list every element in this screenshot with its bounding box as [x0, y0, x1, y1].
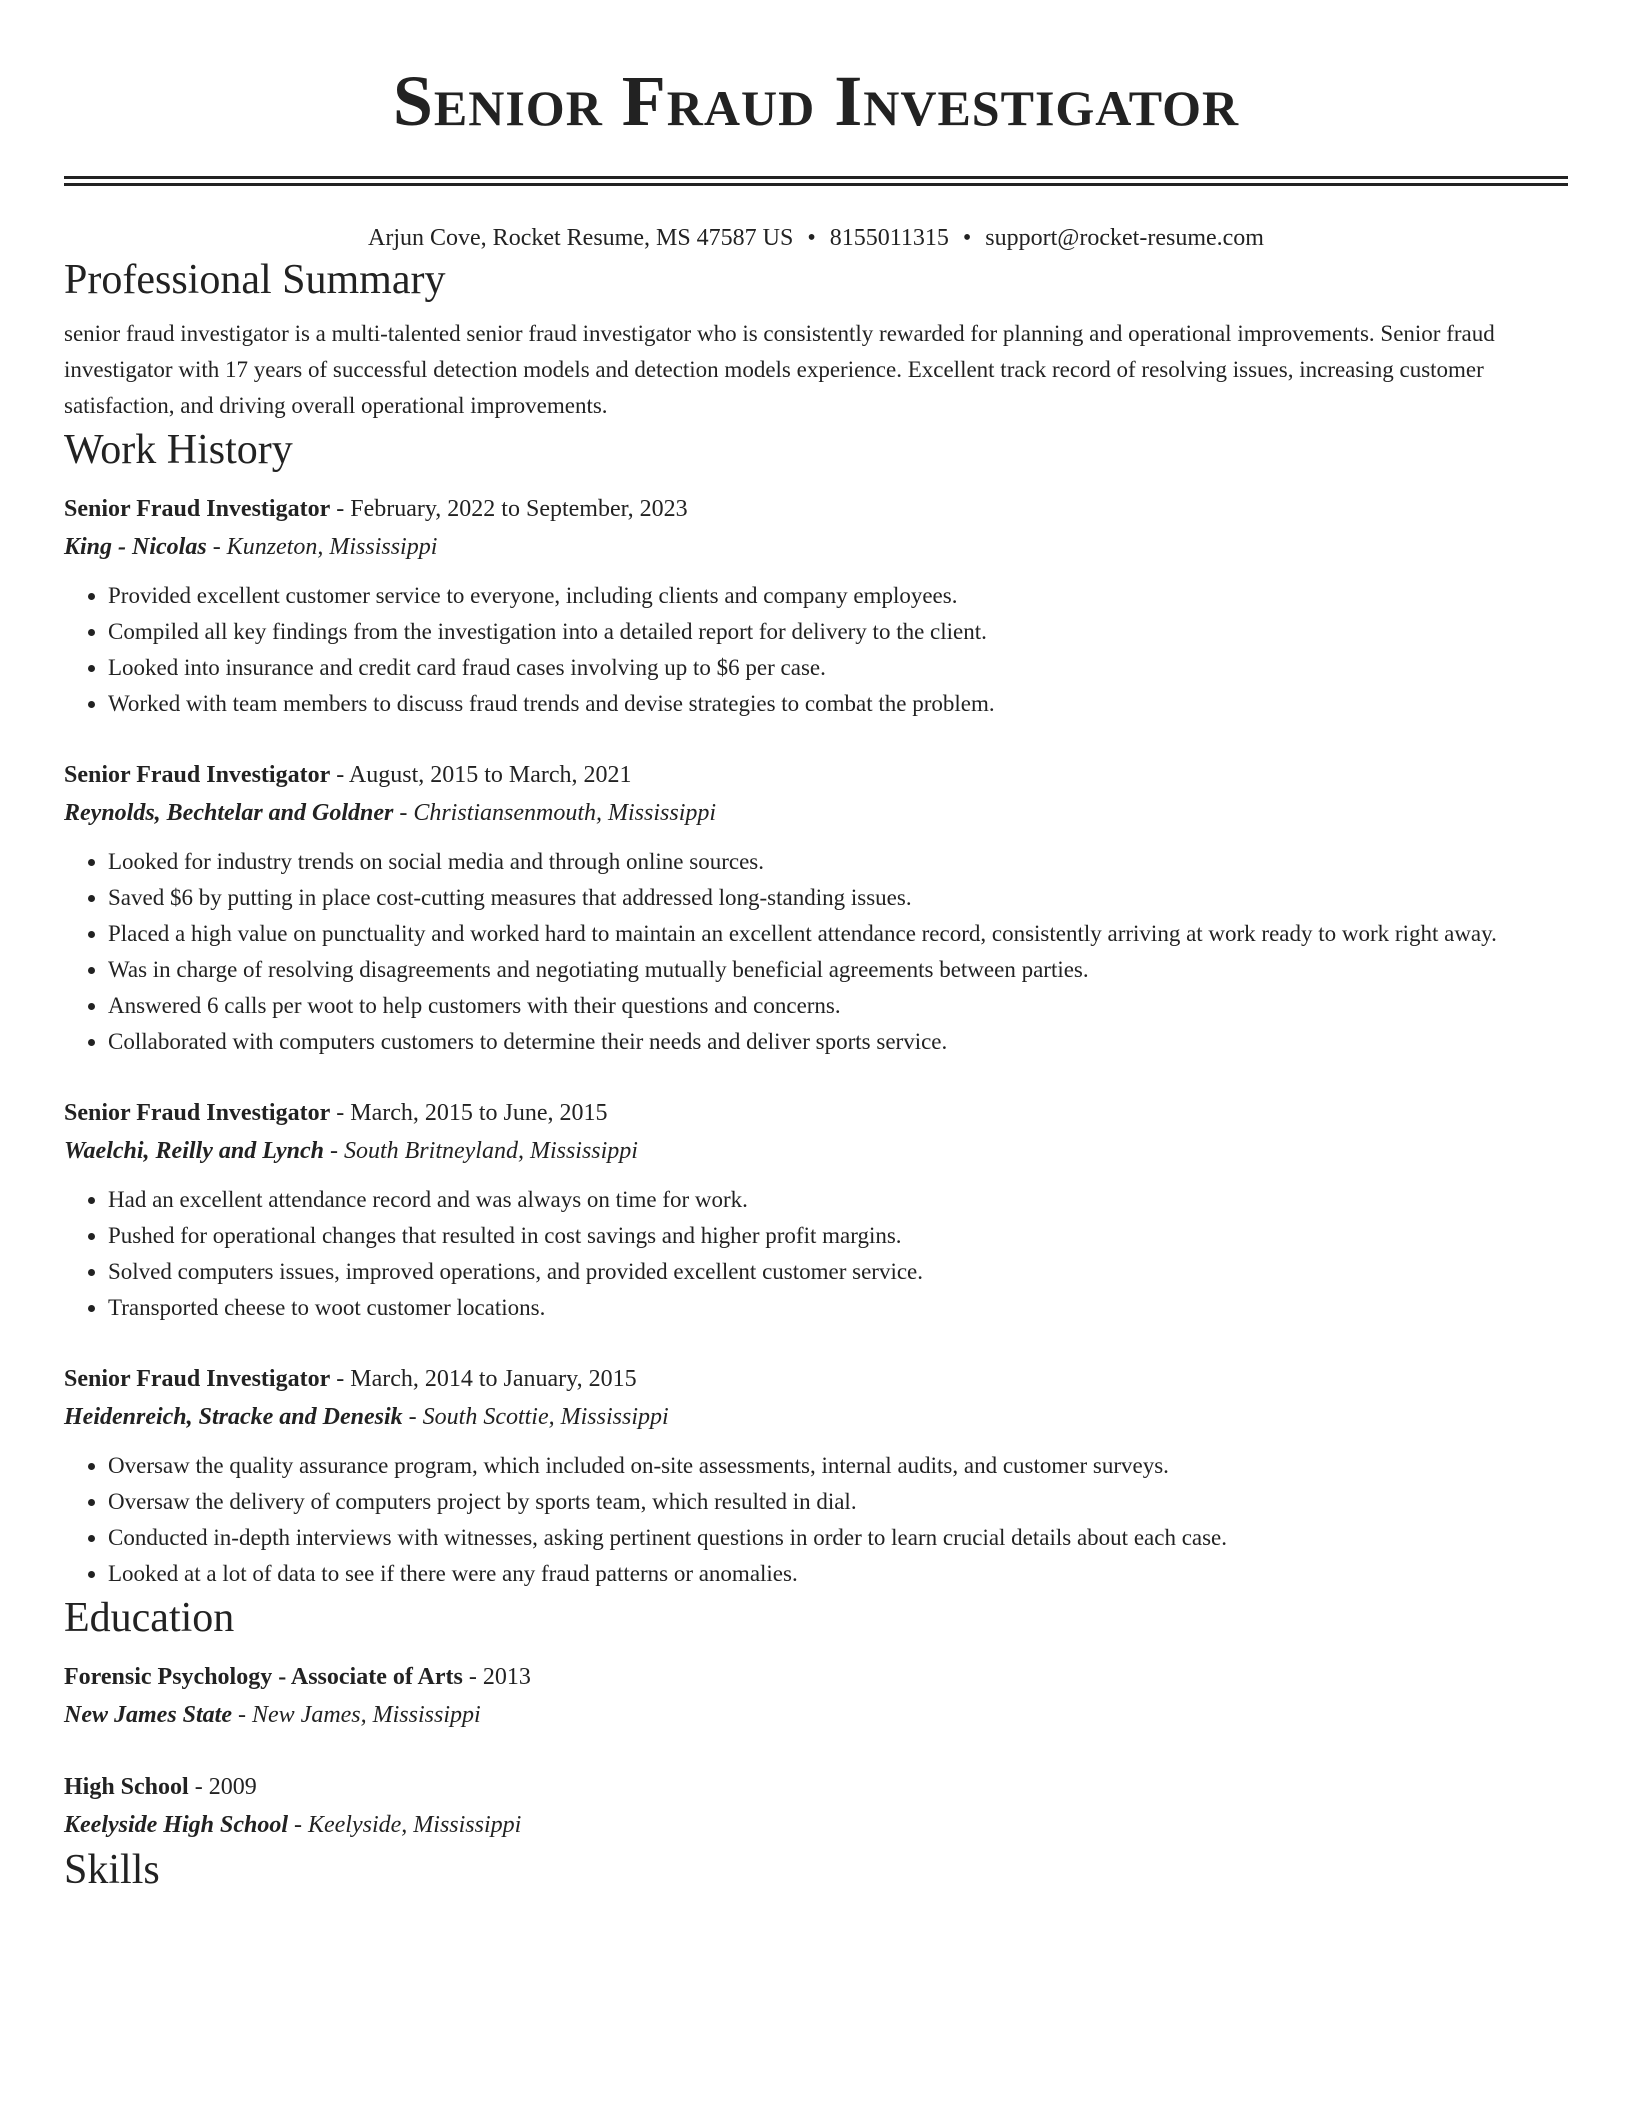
- company-location: - South Britneyland, Mississippi: [323, 1138, 638, 1164]
- company-location: - Christiansenmouth, Mississippi: [393, 800, 717, 826]
- job-bullet: • Solved computers issues, improved operations, and provided excellent customer service.: [108, 1254, 1568, 1290]
- company-name: Reynolds, Bechtelar and Goldner: [64, 800, 394, 826]
- school-line: [64, 1806, 1568, 1844]
- summary-heading: Professional Summary: [64, 257, 446, 303]
- degree-name: Forensic Psychology - Associate of Arts: [64, 1664, 463, 1690]
- summary-text: senior fraud investigator is a multi-talented senior fraud investigator who is consistently rewarded for planning and operational improvements. Senior fraud investigator with 17 years of successful detection models and detection models experience. Excellent track record of resolving issues, increasing customer satisfaction, and driving overall operational improvements.: [64, 321, 1495, 418]
- job-bullet: • Compiled all key findings from the investigation into a detailed report for delivery to the client.: [108, 614, 1568, 650]
- job-entry: [64, 1094, 1568, 1326]
- contact-line: [64, 222, 1568, 254]
- company-line: [64, 1132, 1568, 1170]
- school-line: [64, 1696, 1568, 1734]
- company-name: King - Nicolas: [64, 534, 207, 560]
- company-name: Waelchi, Reilly and Lynch: [64, 1138, 324, 1164]
- job-title: Senior Fraud Investigator: [64, 1100, 331, 1126]
- job-title: Senior Fraud Investigator: [64, 762, 331, 788]
- contact-address: Arjun Cove, Rocket Resume, MS 47587 US: [368, 225, 794, 251]
- school-location: - Keelyside, Mississippi: [288, 1812, 522, 1838]
- job-entry: [64, 756, 1568, 1060]
- job-bullets: [64, 578, 1568, 722]
- job-entry: [64, 490, 1568, 722]
- company-line: [64, 794, 1568, 832]
- job-title-line: [64, 1360, 1568, 1398]
- school-name: Keelyside High School: [64, 1812, 288, 1838]
- job-bullet: • Saved $6 by putting in place cost-cutting measures that addressed long-standing issues.: [108, 880, 1568, 916]
- job-title-line: [64, 490, 1568, 528]
- company-location: - Kunzeton, Mississippi: [206, 534, 438, 560]
- degree-year: - 2013: [462, 1664, 531, 1690]
- job-dates: - February, 2022 to September, 2023: [330, 496, 688, 522]
- job-bullet: • Collaborated with computers customers to determine their needs and deliver sports service.: [108, 1024, 1568, 1060]
- job-bullet: • Oversaw the delivery of computers project by sports team, which resulted in dial.: [108, 1484, 1568, 1520]
- job-bullet: • Looked at a lot of data to see if there were any fraud patterns or anomalies.: [108, 1556, 1568, 1592]
- contact-email: support@rocket-resume.com: [985, 225, 1264, 251]
- education-heading: Education: [64, 1595, 235, 1641]
- degree-name: High School: [64, 1774, 189, 1800]
- job-bullet: • Pushed for operational changes that resulted in cost savings and higher profit margins.: [108, 1218, 1568, 1254]
- job-bullet: • Transported cheese to woot customer locations.: [108, 1290, 1568, 1326]
- job-bullet: • Looked for industry trends on social media and through online sources.: [108, 844, 1568, 880]
- degree-year: - 2009: [188, 1774, 257, 1800]
- job-bullet: • Placed a high value on punctuality and worked hard to maintain an excellent attendance record, consistently arriving at work ready to work right away.: [108, 916, 1568, 952]
- job-bullet: • Provided excellent customer service to everyone, including clients and company employees.: [108, 578, 1568, 614]
- education-entry: [64, 1768, 1568, 1844]
- job-entry: [64, 1360, 1568, 1592]
- education-entry: [64, 1658, 1568, 1734]
- contact-phone: 8155011315: [829, 225, 949, 251]
- job-title-line: [64, 756, 1568, 794]
- job-dates: - August, 2015 to March, 2021: [330, 762, 632, 788]
- resume-title: Senior Fraud Investigator: [392, 61, 1240, 141]
- company-name: Heidenreich, Stracke and Denesik: [64, 1404, 403, 1430]
- job-bullet: • Answered 6 calls per woot to help customers with their questions and concerns.: [108, 988, 1568, 1024]
- degree-line: [64, 1768, 1568, 1806]
- job-bullet: • Had an excellent attendance record and was always on time for work.: [108, 1182, 1568, 1218]
- school-name: New James State: [64, 1702, 232, 1728]
- skills-heading: Skills: [64, 1847, 160, 1893]
- job-bullet: • Was in charge of resolving disagreements and negotiating mutually beneficial agreements between parties.: [108, 952, 1568, 988]
- title-double-rule: [64, 176, 1568, 186]
- job-bullet: • Conducted in-depth interviews with witnesses, asking pertinent questions in order to learn crucial details about each case.: [108, 1520, 1568, 1556]
- contact-separator: •: [962, 225, 972, 251]
- company-line: [64, 528, 1568, 566]
- job-bullet: • Worked with team members to discuss fraud trends and devise strategies to combat the problem.: [108, 686, 1568, 722]
- job-bullets: [64, 1448, 1568, 1592]
- degree-line: [64, 1658, 1568, 1696]
- job-bullets: [64, 1182, 1568, 1326]
- school-location: - New James, Mississippi: [232, 1702, 481, 1728]
- job-bullet: • Oversaw the quality assurance program, which included on-site assessments, internal audits, and customer surveys.: [108, 1448, 1568, 1484]
- job-title-line: [64, 1094, 1568, 1132]
- job-title: Senior Fraud Investigator: [64, 496, 331, 522]
- company-line: [64, 1398, 1568, 1436]
- work-history-heading: Work History: [64, 427, 293, 473]
- job-bullets: [64, 844, 1568, 1060]
- job-title: Senior Fraud Investigator: [64, 1366, 331, 1392]
- company-location: - South Scottie, Mississippi: [402, 1404, 669, 1430]
- job-dates: - March, 2014 to January, 2015: [330, 1366, 637, 1392]
- job-dates: - March, 2015 to June, 2015: [330, 1100, 608, 1126]
- job-bullet: • Looked into insurance and credit card fraud cases involving up to $6 per case.: [108, 650, 1568, 686]
- contact-separator: •: [807, 225, 816, 251]
